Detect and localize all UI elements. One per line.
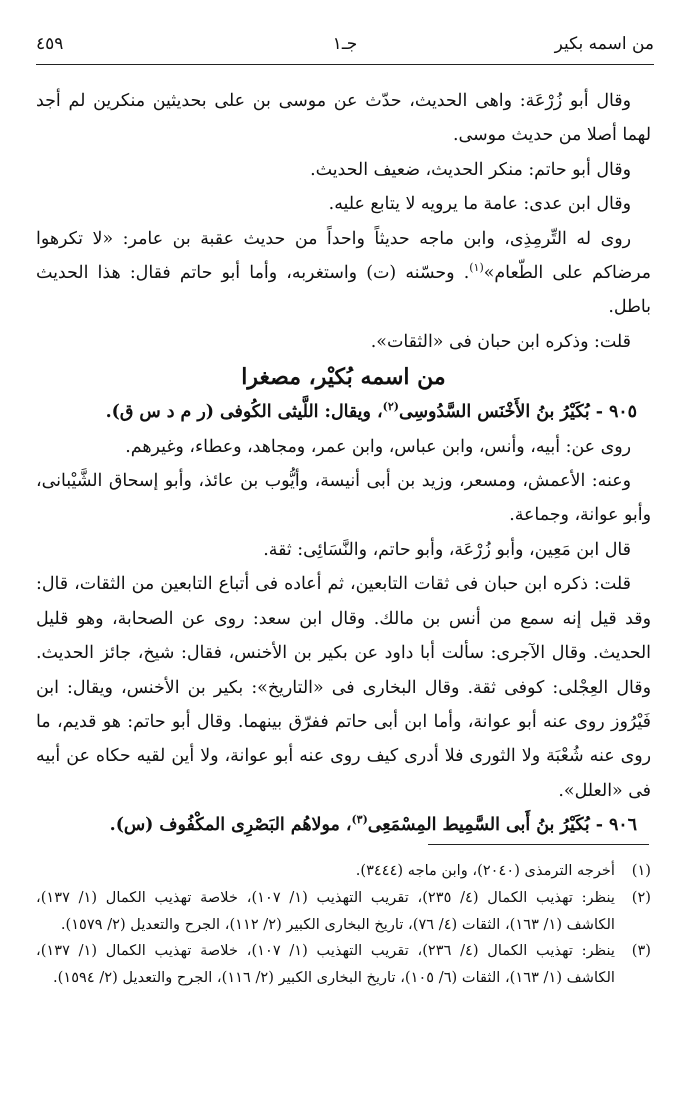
paragraph: قال ابن مَعِين، وأبو زُرْعَة، وأبو حاتم، والنَّسَائِى: ثقة. — [263, 539, 631, 560]
paragraph-text: . وحسّنه (ت) واستغربه، وأما أبو حاتم فقال: هذا الحديث باطل. — [36, 263, 651, 318]
header-divider — [36, 64, 654, 65]
paragraph: وقال أبو زُرْعَة: واهى الحديث، حدّث عن موسى بن على بحديثين منكرين لم أجد لهما أصلا من حديث موسى. — [36, 91, 651, 146]
chapter-title: من اسمه بكير — [554, 34, 654, 54]
paragraph: روى عن: أبيه، وأنس، وابن عباس، وابن عمر، ومجاهد، وعطاء، وغيرهم. — [125, 436, 631, 457]
footnote — [36, 858, 651, 885]
paragraph — [36, 222, 651, 325]
footnote-ref: (٣) — [351, 813, 368, 827]
paragraph: وعنه: الأعمش، ومسعر، وزيد بن أبى أنيسة، وأيُّوب بن عائذ، وأبو إسحاق الشَّيْبانى، وأبو عوانة، وجماعة. — [36, 471, 651, 526]
running-header — [36, 34, 654, 64]
footnote-divider — [428, 844, 649, 845]
entry-title: ، ويقال: اللَّيثى الكُوفى (ر م د س ق). — [105, 402, 383, 423]
entry-heading — [36, 808, 651, 842]
footnote-text: ينظر: تهذيب الكمال (٤/ ٢٣٥)، تقريب التهذيب (١/ ١٠٧)، خلاصة تهذيب الكمال (١/ ١٣٧)، الكاشف (١/ ١٦٣)، الثقات (٤/ ٧٦)، تاريخ البخارى الكبير (٢/ ١١٢)، الجرح والتعديل (٢/ ١٥٧٩). — [36, 888, 615, 933]
entry-title: ٩٠٥ - بُكَيْرُ بنُ الأَخْنَس السَّدُوسِى — [398, 402, 637, 423]
section-heading: من اسمه بُكيْر، مصغرا — [241, 364, 446, 391]
paragraph: وقال أبو حاتم: منكر الحديث، ضعيف الحديث. — [310, 159, 631, 180]
footnote — [36, 885, 651, 939]
entry-heading — [36, 395, 651, 429]
volume-label: جـ١ — [332, 34, 358, 54]
page-number: ٤٥٩ — [36, 34, 64, 54]
footnote-text: أخرجه الترمذى (٢٠٤٠)، وابن ماجه (٣٤٤٤). — [355, 862, 615, 879]
footnotes — [36, 858, 651, 992]
footnote-number: (١) — [631, 862, 651, 879]
main-text — [36, 84, 651, 843]
footnote-text: ينظر: تهذيب الكمال (٤/ ٢٣٦)، تقريب التهذيب (١/ ١٠٧)، خلاصة تهذيب الكمال (١/ ١٣٧)، الكاشف (١/ ١٦٣)، الثقات (٦/ ١٠٥)، تاريخ البخارى الكبير (٢/ ١١٦)، الجرح والتعديل (٢/ ١٥٩٤). — [36, 942, 615, 987]
footnote — [36, 938, 651, 992]
footnote-number: (٢) — [631, 888, 651, 906]
footnote-ref: (١) — [469, 261, 484, 275]
footnote-ref: (٢) — [382, 400, 399, 414]
paragraph: قلت: وذكره ابن حبان فى «الثقات». — [370, 331, 631, 352]
footnote-number: (٣) — [631, 942, 651, 960]
paragraph: وقال ابن عدى: عامة ما يرويه لا يتابع عليه. — [328, 194, 631, 215]
paragraph-text: روى له التِّرمِذِى، وابن ماجه حديثاً واحداً من حديث عقبة بن عامر: «لا تكرهوا مرضاكم على الطّعام» — [36, 228, 651, 284]
entry-title: ٩٠٦ - بُكَيْرُ بنُ أَبى السَّمِيط المِسْمَعِى — [367, 815, 637, 836]
paragraph: قلت: ذكره ابن حبان فى ثقات التابعين، ثم أعاده فى أتباع التابعين من الثقات، قال: وقد قيل إنه سمع من أنس بن مالك. وقال ابن سعد: روى عن الصحابة، وهو قليل الحديث. وقال الآجرى: سألت أبا داود عن بكير بن الأخنس، فقال: شيخ، جائز الحديث. وقال العِجْلى: كوفى ثقة. وقال البخارى فى «التاريخ»: بكير بن الأخنس، ويقال: ابن فَيْرُوز روى عنه أبو عوانة، وأما ابن أبى حاتم ففرّق بينهما. وقال أبو حاتم: هو قديم، ما روى عنه شُعْبَة ولا الثورى فلا أدرى كيف روى عنه أبو عوانة، ولا أين لقيه حكاه عن أبيه فى «العلل». — [36, 574, 651, 801]
entry-title: ، مولاهُم البَصْرِى المكْفُوف (س). — [109, 815, 352, 836]
